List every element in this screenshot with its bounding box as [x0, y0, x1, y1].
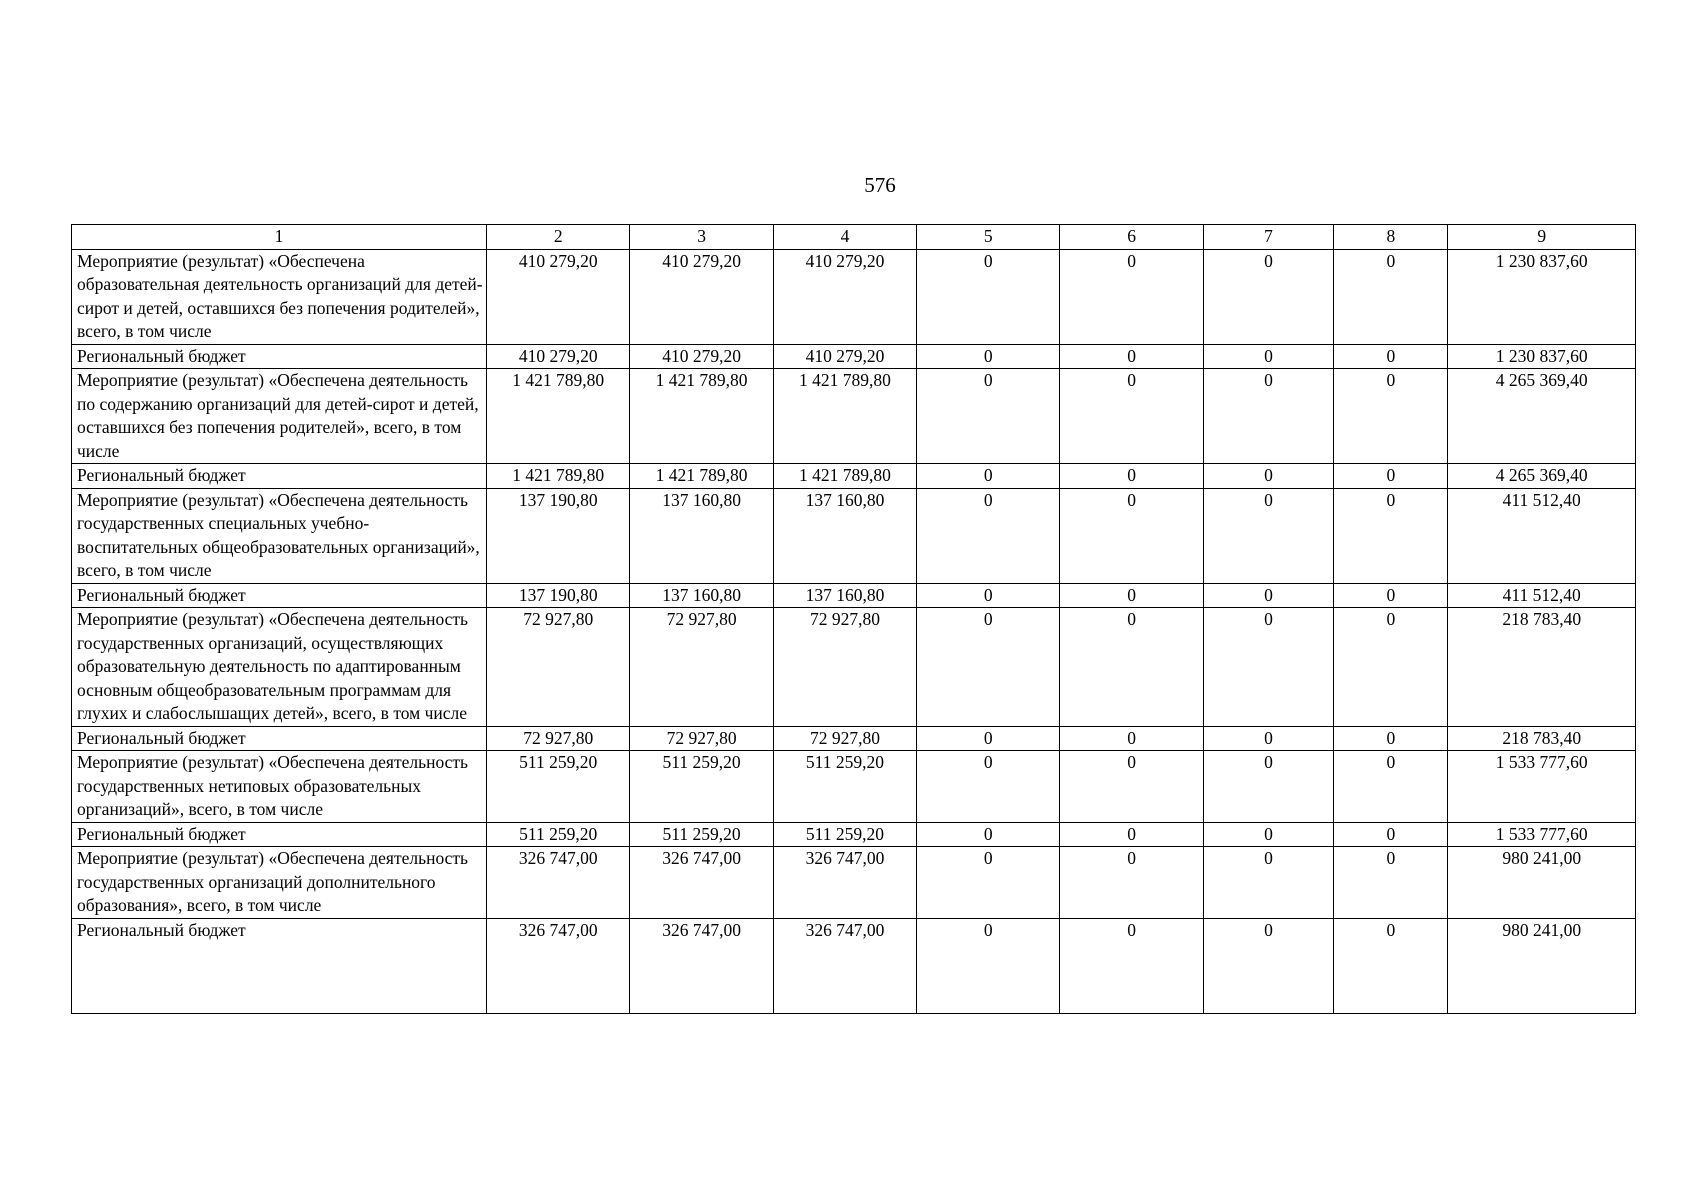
cell-value: 326 747,00: [630, 918, 773, 1013]
cell-value: 72 927,80: [773, 608, 916, 727]
column-header: 3: [630, 225, 773, 250]
page-number: 576: [864, 173, 896, 197]
cell-value: 0: [917, 751, 1060, 823]
cell-value: 137 190,80: [487, 583, 630, 608]
cell-value: 0: [1334, 608, 1448, 727]
cell-value: 0: [1060, 583, 1203, 608]
cell-total: 411 512,40: [1448, 583, 1636, 608]
table-row: [72, 464, 1636, 489]
row-name: Региональный бюджет: [72, 583, 487, 608]
table-row: [72, 918, 1636, 1013]
table-row: [72, 249, 1636, 344]
table-row: [72, 822, 1636, 847]
cell-value: 0: [1203, 249, 1333, 344]
cell-total: 1 230 837,60: [1448, 249, 1636, 344]
column-header: 4: [773, 225, 916, 250]
cell-value: 410 279,20: [487, 249, 630, 344]
cell-value: 0: [1334, 583, 1448, 608]
cell-total: 1 533 777,60: [1448, 751, 1636, 823]
cell-value: 511 259,20: [773, 822, 916, 847]
cell-value: 410 279,20: [487, 344, 630, 369]
cell-value: 410 279,20: [630, 344, 773, 369]
column-header: 1: [72, 225, 487, 250]
cell-value: 511 259,20: [630, 822, 773, 847]
cell-value: 410 279,20: [773, 249, 916, 344]
cell-value: 0: [1334, 464, 1448, 489]
cell-value: 0: [1060, 918, 1203, 1013]
table-row: [72, 726, 1636, 751]
cell-value: 72 927,80: [487, 608, 630, 727]
cell-value: 1 421 789,80: [630, 369, 773, 464]
cell-value: 410 279,20: [630, 249, 773, 344]
cell-value: 326 747,00: [630, 847, 773, 919]
cell-value: 1 421 789,80: [487, 464, 630, 489]
cell-value: 0: [917, 918, 1060, 1013]
cell-total: 980 241,00: [1448, 847, 1636, 919]
cell-value: 0: [1060, 822, 1203, 847]
cell-total: 4 265 369,40: [1448, 464, 1636, 489]
cell-value: 0: [1203, 583, 1333, 608]
cell-value: 0: [1203, 608, 1333, 727]
row-name: Мероприятие (результат) «Обеспечена деятельность государственных организаций, осуществляющих образовательную деятельность по адаптированным основным общеобразовательным программам для глухих и слабослышащих детей», всего, в том числе: [72, 608, 487, 727]
row-name: Региональный бюджет: [72, 822, 487, 847]
table-row: [72, 488, 1636, 583]
row-name: Мероприятие (результат) «Обеспечена деятельность по содержанию организаций для детей-сирот и детей, оставшихся без попечения родителей», всего, в том числе: [72, 369, 487, 464]
cell-value: 0: [1060, 847, 1203, 919]
cell-value: 1 421 789,80: [773, 369, 916, 464]
row-name: Мероприятие (результат) «Обеспечена деятельность государственных организаций дополнительного образования», всего, в том числе: [72, 847, 487, 919]
cell-value: 72 927,80: [630, 608, 773, 727]
cell-value: 326 747,00: [773, 918, 916, 1013]
cell-total: 218 783,40: [1448, 608, 1636, 727]
cell-total: 1 533 777,60: [1448, 822, 1636, 847]
table-row: [72, 344, 1636, 369]
cell-value: 0: [917, 488, 1060, 583]
cell-value: 0: [917, 608, 1060, 727]
cell-value: 0: [1203, 488, 1333, 583]
cell-value: 0: [1203, 464, 1333, 489]
cell-value: 72 927,80: [773, 726, 916, 751]
cell-value: 1 421 789,80: [773, 464, 916, 489]
cell-value: 1 421 789,80: [630, 464, 773, 489]
cell-value: 0: [1060, 751, 1203, 823]
row-name: Мероприятие (результат) «Обеспечена образовательная деятельность организаций для детей-сирот и детей, оставшихся без попечения родителей», всего, в том числе: [72, 249, 487, 344]
cell-value: 137 160,80: [630, 488, 773, 583]
cell-value: 410 279,20: [773, 344, 916, 369]
cell-value: 0: [917, 249, 1060, 344]
cell-value: 1 421 789,80: [487, 369, 630, 464]
cell-value: 0: [917, 344, 1060, 369]
cell-total: 980 241,00: [1448, 918, 1636, 1013]
column-header: 7: [1203, 225, 1333, 250]
cell-value: 137 160,80: [773, 488, 916, 583]
cell-value: 0: [1060, 488, 1203, 583]
cell-value: 0: [917, 726, 1060, 751]
cell-value: 0: [1203, 847, 1333, 919]
column-header: 5: [917, 225, 1060, 250]
cell-value: 0: [1060, 726, 1203, 751]
cell-value: 0: [1203, 344, 1333, 369]
column-header: 9: [1448, 225, 1636, 250]
cell-value: 0: [1060, 608, 1203, 727]
column-header: 8: [1334, 225, 1448, 250]
row-name: Региональный бюджет: [72, 464, 487, 489]
cell-value: 0: [1203, 918, 1333, 1013]
column-header: 6: [1060, 225, 1203, 250]
row-name: Региональный бюджет: [72, 344, 487, 369]
cell-value: 0: [917, 822, 1060, 847]
cell-value: 326 747,00: [773, 847, 916, 919]
cell-value: 0: [1060, 369, 1203, 464]
cell-value: 0: [1334, 918, 1448, 1013]
cell-value: 0: [1203, 726, 1333, 751]
cell-total: 411 512,40: [1448, 488, 1636, 583]
cell-value: 0: [1060, 344, 1203, 369]
cell-value: 0: [917, 583, 1060, 608]
cell-value: 0: [1203, 751, 1333, 823]
cell-value: 0: [1334, 822, 1448, 847]
cell-value: 0: [1060, 249, 1203, 344]
cell-value: 326 747,00: [487, 918, 630, 1013]
cell-value: 0: [1060, 464, 1203, 489]
cell-value: 0: [1203, 369, 1333, 464]
table-row: [72, 751, 1636, 823]
cell-total: 1 230 837,60: [1448, 344, 1636, 369]
cell-value: 511 259,20: [487, 822, 630, 847]
cell-value: 72 927,80: [630, 726, 773, 751]
row-name: Региональный бюджет: [72, 918, 487, 1013]
cell-value: 137 160,80: [773, 583, 916, 608]
cell-value: 0: [1334, 369, 1448, 464]
cell-value: 0: [917, 847, 1060, 919]
cell-value: 137 160,80: [630, 583, 773, 608]
row-name: Мероприятие (результат) «Обеспечена деятельность государственных нетиповых образовательных организаций», всего, в том числе: [72, 751, 487, 823]
cell-value: 0: [1334, 751, 1448, 823]
cell-value: 511 259,20: [773, 751, 916, 823]
cell-value: 0: [1203, 822, 1333, 847]
cell-value: 0: [1334, 488, 1448, 583]
table-row: [72, 369, 1636, 464]
column-header: 2: [487, 225, 630, 250]
table-row: [72, 608, 1636, 727]
row-name: Мероприятие (результат) «Обеспечена деятельность государственных специальных учебно-воспитательных общеобразовательных организаций», всего, в том числе: [72, 488, 487, 583]
cell-value: 0: [1334, 847, 1448, 919]
table-row: [72, 583, 1636, 608]
cell-value: 0: [917, 369, 1060, 464]
cell-total: 218 783,40: [1448, 726, 1636, 751]
cell-value: 137 190,80: [487, 488, 630, 583]
cell-value: 511 259,20: [630, 751, 773, 823]
cell-value: 0: [1334, 344, 1448, 369]
budget-table: [71, 224, 1636, 1014]
table-row: [72, 847, 1636, 919]
cell-value: 0: [1334, 249, 1448, 344]
cell-value: 511 259,20: [487, 751, 630, 823]
table-header-row: [72, 225, 1636, 250]
cell-value: 0: [917, 464, 1060, 489]
cell-total: 4 265 369,40: [1448, 369, 1636, 464]
cell-value: 326 747,00: [487, 847, 630, 919]
cell-value: 72 927,80: [487, 726, 630, 751]
row-name: Региональный бюджет: [72, 726, 487, 751]
cell-value: 0: [1334, 726, 1448, 751]
